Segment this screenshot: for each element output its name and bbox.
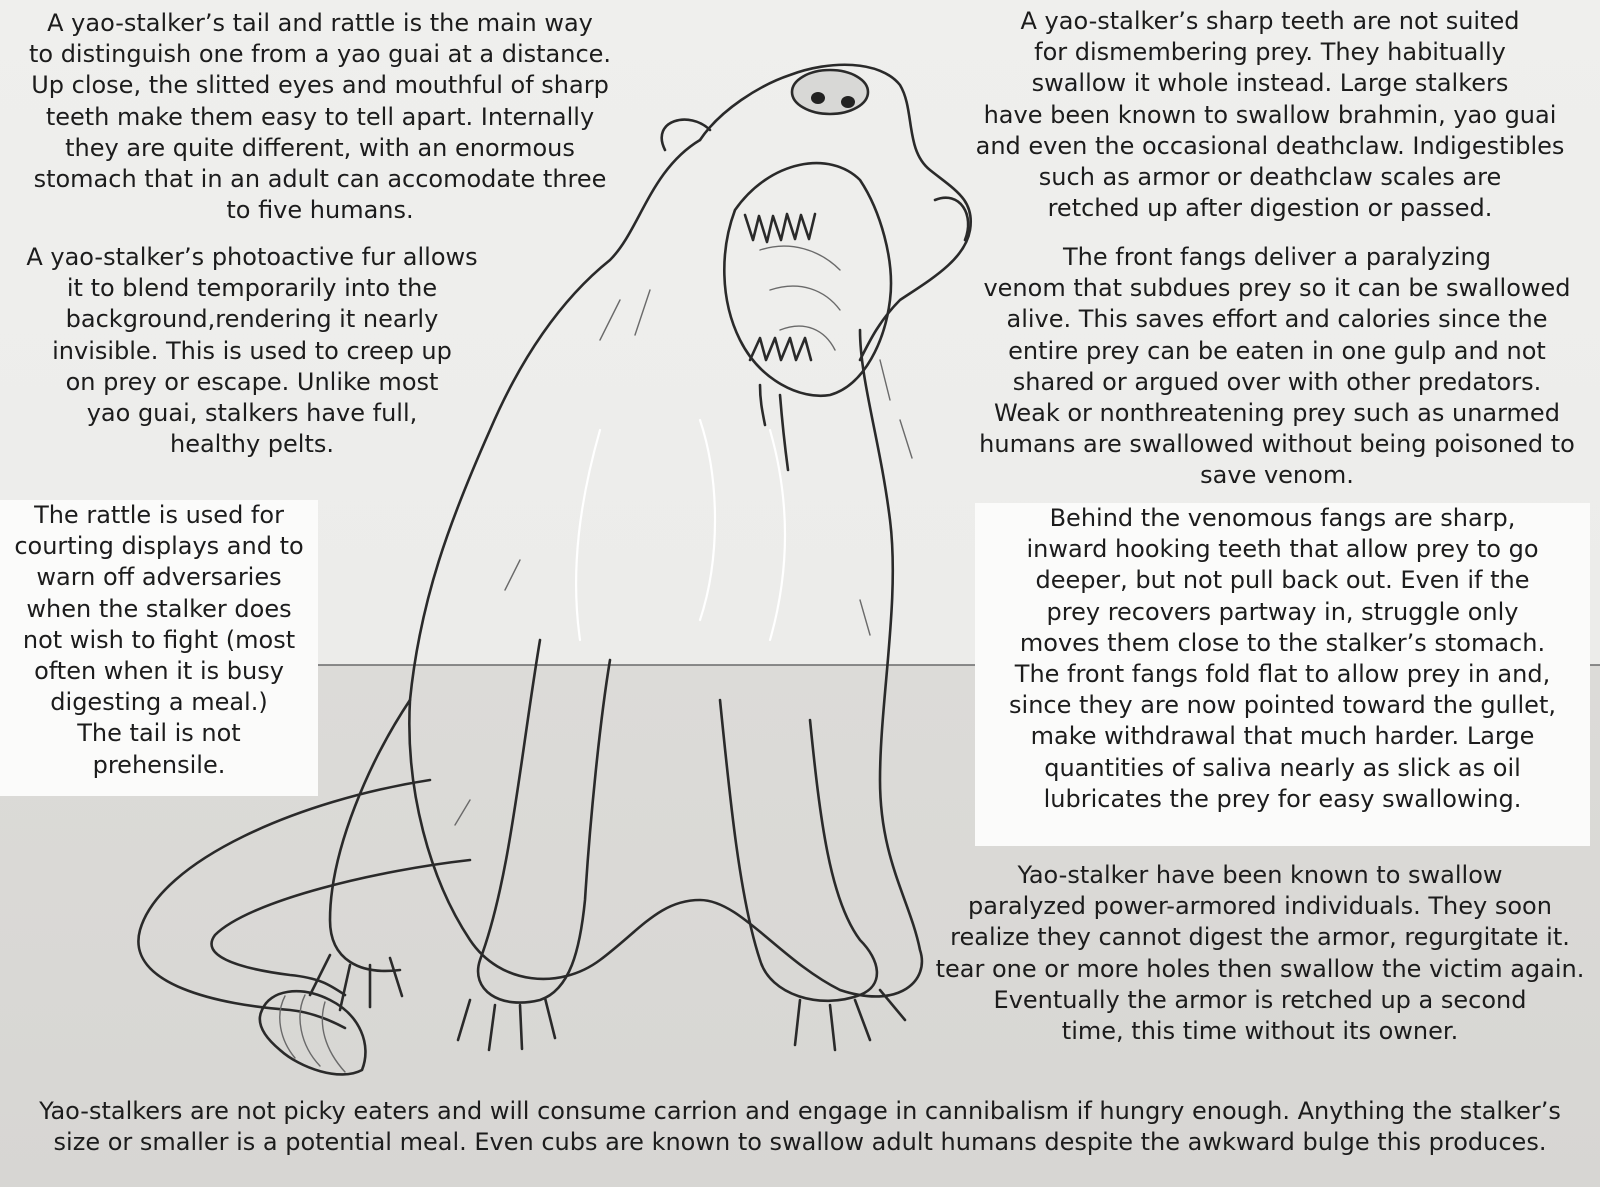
power-armor-description <box>935 860 1585 1047</box>
fur-line: invisible. This is used to creep up <box>52 336 452 365</box>
teeth-line: retched up after digestion or passed. <box>1047 194 1493 223</box>
rattle-line: The rattle is used for <box>34 501 284 529</box>
hooks-line: deeper, but not pull back out. Even if the <box>1035 566 1530 595</box>
teeth-line: A yao-stalker’s sharp teeth are not suited <box>1020 7 1520 35</box>
tail-rattle-line: they are quite different, with an enormous <box>65 133 575 162</box>
fangs-line: venom that subdues prey so it can be swallowed <box>983 274 1571 303</box>
armor-line: paralyzed power-armored individuals. They soon <box>968 892 1552 921</box>
tail-rattle-line: to distinguish one from a yao guai at a distance. <box>28 40 612 69</box>
front-fangs-description <box>962 242 1592 492</box>
fangs-line: save venom. <box>1200 461 1354 490</box>
teeth-line: and even the occasional deathclaw. Indigestibles <box>975 131 1565 160</box>
hooks-line: since they are now pointed toward the gullet, <box>1009 691 1556 720</box>
hooks-line: quantities of saliva nearly as slick as oil <box>1044 753 1521 782</box>
fur-line: yao guai, stalkers have full, <box>86 399 418 428</box>
tail-rattle-line: A yao-stalker’s tail and rattle is the main way <box>47 9 593 37</box>
tail-rattle-line: stomach that in an adult can accomodate three <box>33 165 607 194</box>
hooking-teeth-description <box>975 503 1590 846</box>
rattle-line: courting displays and to <box>14 532 304 561</box>
rattle-line: The tail is not <box>77 719 241 748</box>
fangs-line: humans are swallowed without being poisoned to <box>979 430 1575 459</box>
fangs-line: alive. This saves effort and calories since the <box>1006 305 1548 334</box>
rattle-line: warn off adversaries <box>36 563 282 592</box>
picky-line: size or smaller is a potential meal. Even cubs are known to swallow adult humans despite the awkward bulge this produces. <box>53 1128 1547 1157</box>
tail-rattle-description <box>20 8 620 226</box>
tail-rattle-line: Up close, the slitted eyes and mouthful of sharp <box>31 71 609 100</box>
rattle-line: often when it is busy <box>34 657 284 686</box>
rattle-line: when the stalker does <box>26 594 292 623</box>
teeth-line: swallow it whole instead. Large stalkers <box>1031 69 1509 98</box>
picky-line: Yao-stalkers are not picky eaters and will consume carrion and engage in cannibalism if hungry enough. Anything the stalker’s <box>39 1097 1561 1125</box>
armor-line: Yao-stalker have been known to swallow <box>1017 861 1503 889</box>
hooks-line: moves them close to the stalker’s stomach. <box>1019 628 1546 657</box>
rattle-line: prehensile. <box>92 750 226 779</box>
tail-rattle-line: teeth make them easy to tell apart. Internally <box>45 102 595 131</box>
hooks-line: inward hooking teeth that allow prey to go <box>1026 535 1539 564</box>
fur-line: on prey or escape. Unlike most <box>65 367 439 396</box>
fur-line: it to blend temporarily into the <box>66 274 438 303</box>
hooks-line: prey recovers partway in, struggle only <box>1046 597 1519 626</box>
teeth-line: have been known to swallow brahmin, yao guai <box>983 100 1557 129</box>
tail-rattle-line: to five humans. <box>226 196 414 225</box>
fangs-line: shared or argued over with other predators. <box>1012 367 1542 396</box>
armor-line: Eventually the armor is retched up a second <box>993 985 1527 1014</box>
teeth-line: such as armor or deathclaw scales are <box>1038 163 1502 192</box>
armor-line: realize they cannot digest the armor, regurgitate it. <box>950 923 1570 952</box>
hooks-line: make withdrawal that much harder. Large <box>1030 722 1535 751</box>
sharp-teeth-description <box>950 6 1590 224</box>
rattle-line: digesting a meal.) <box>50 688 268 717</box>
rattle-line: not wish to fight (most <box>22 625 296 654</box>
fur-line: A yao-stalker’s photoactive fur allows <box>26 243 478 271</box>
armor-line: tear one or more holes then swallow the victim again. <box>935 954 1585 983</box>
photoactive-fur-description <box>8 242 496 460</box>
hooks-line: The front fangs fold flat to allow prey in and, <box>1014 660 1551 689</box>
hooks-line: Behind the venomous fangs are sharp, <box>1049 504 1516 532</box>
fur-line: background,rendering it nearly <box>65 305 439 334</box>
fangs-line: Weak or nonthreatening prey such as unarmed <box>994 399 1560 428</box>
fangs-line: The front fangs deliver a paralyzing <box>1063 243 1491 271</box>
armor-line: time, this time without its owner. <box>1061 1017 1459 1046</box>
teeth-line: for dismembering prey. They habitually <box>1034 38 1506 67</box>
hooks-line: lubricates the prey for easy swallowing. <box>1043 784 1522 813</box>
fur-line: healthy pelts. <box>169 430 334 459</box>
fangs-line: entire prey can be eaten in one gulp and not <box>1008 336 1546 365</box>
picky-eaters-description <box>10 1096 1590 1158</box>
rattle-use-description <box>0 500 318 796</box>
